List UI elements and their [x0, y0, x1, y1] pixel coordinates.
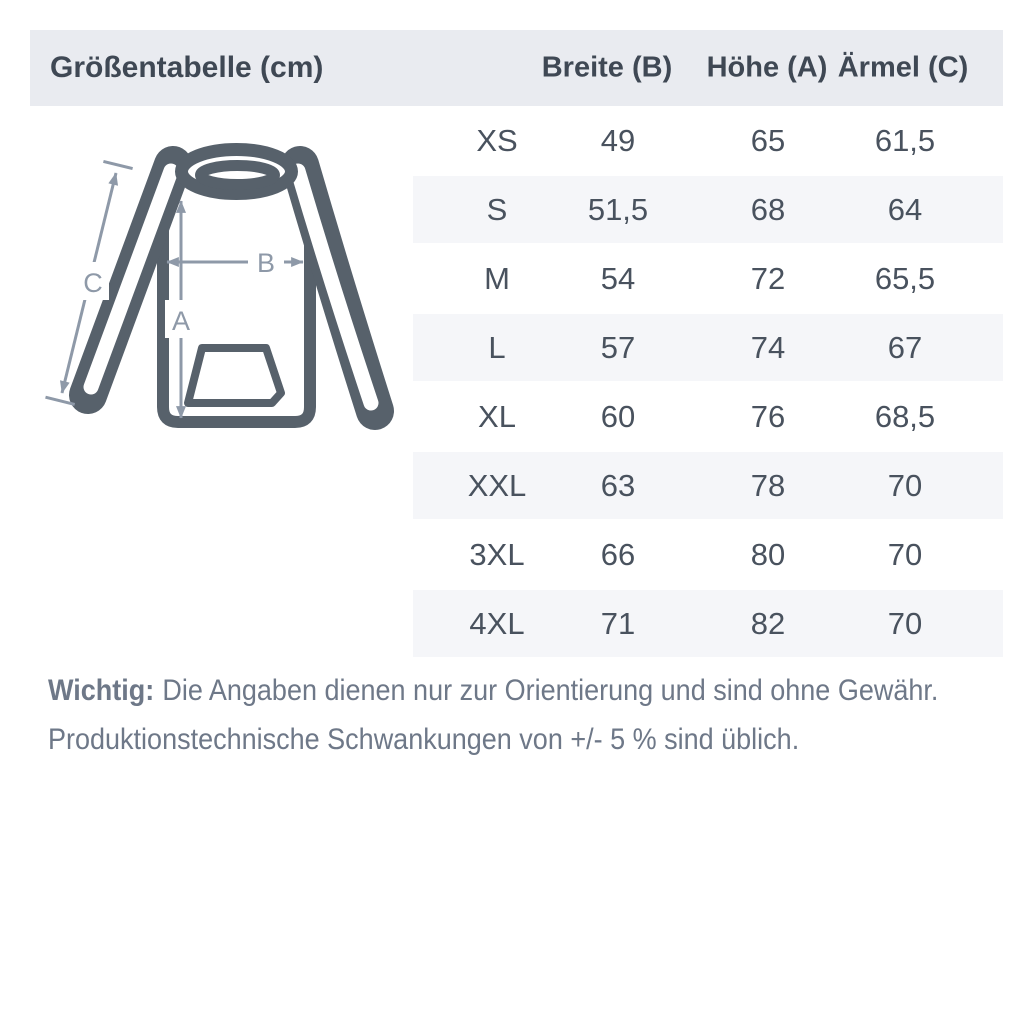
size-label: S: [486, 191, 508, 227]
breite-value: 57: [600, 329, 636, 365]
breite-value: 66: [600, 536, 636, 572]
hoehe-value: 68: [750, 191, 786, 227]
aermel-value: 70: [887, 605, 923, 641]
size-label: XL: [478, 398, 516, 434]
table-row: [30, 589, 1003, 658]
footnote-line1: Die Angaben dienen nur zur Orientierung und sind ohne Gewähr.: [162, 674, 939, 707]
size-label: XXL: [467, 467, 527, 503]
hoehe-value: 82: [750, 605, 786, 641]
aermel-value: 65,5: [874, 260, 936, 296]
column-header-breite: Breite (B): [541, 51, 673, 84]
aermel-value: 70: [887, 467, 923, 503]
footnote: [48, 666, 948, 764]
breite-value: 54: [600, 260, 636, 296]
dimension-label-a: A: [171, 306, 191, 336]
breite-value: 60: [600, 398, 636, 434]
table-header-bar: [30, 30, 1003, 106]
size-label: XS: [476, 122, 518, 158]
breite-value: 63: [600, 467, 636, 503]
aermel-value: 70: [887, 536, 923, 572]
hoehe-value: 80: [750, 536, 786, 572]
table-row: [30, 451, 1003, 520]
size-label: L: [488, 329, 506, 365]
dimension-label-c: C: [83, 268, 103, 298]
size-label: 3XL: [469, 536, 525, 572]
hoehe-value: 74: [750, 329, 786, 365]
size-label: 4XL: [469, 605, 525, 641]
footnote-line2: Produktionstechnische Schwankungen von +/- 5 % sind üblich.: [48, 723, 800, 756]
size-label: M: [484, 260, 510, 296]
page-title: Größentabelle (cm): [50, 51, 324, 84]
hoehe-value: 65: [750, 122, 786, 158]
column-header-aermel: Ärmel (C): [837, 51, 969, 84]
dimension-label-b: B: [256, 248, 276, 278]
breite-value: 49: [600, 122, 636, 158]
table-row: [30, 520, 1003, 589]
hoodie-diagram: [45, 135, 415, 450]
aermel-value: 61,5: [874, 122, 936, 158]
breite-value: 71: [600, 605, 636, 641]
aermel-value: 67: [887, 329, 923, 365]
footnote-lead: Wichtig:: [48, 674, 155, 707]
column-header-hoehe: Höhe (A): [706, 51, 828, 84]
hoodie-pocket: [188, 348, 281, 403]
hoehe-value: 72: [750, 260, 786, 296]
hoodie-hood: [182, 150, 292, 194]
hoehe-value: 76: [750, 398, 786, 434]
aermel-value: 68,5: [874, 398, 936, 434]
breite-value: 51,5: [587, 191, 649, 227]
aermel-value: 64: [887, 191, 923, 227]
hoehe-value: 78: [750, 467, 786, 503]
